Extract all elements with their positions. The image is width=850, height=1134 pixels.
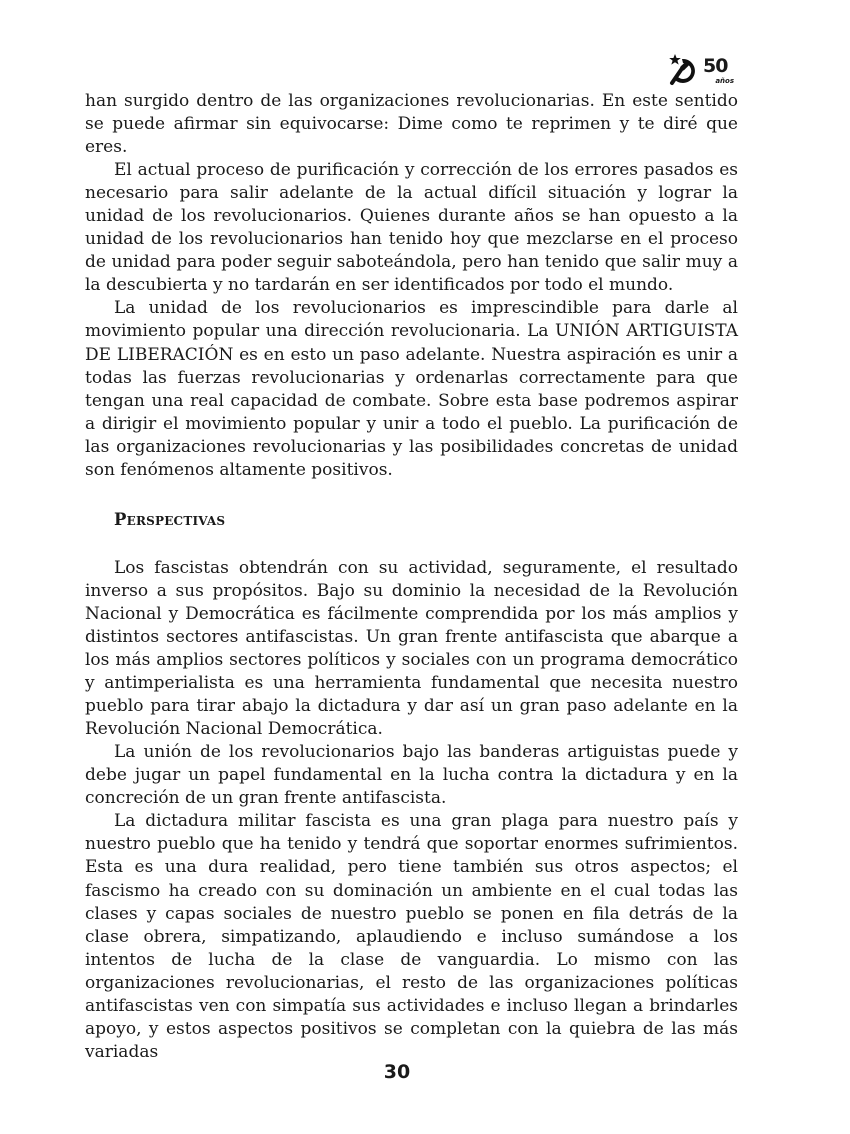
logo-number: 50 — [703, 55, 728, 77]
page-number: 30 — [383, 1061, 411, 1083]
body-text — [85, 90, 738, 1064]
logo-caption: años — [715, 77, 734, 85]
paragraph: han surgido dentro de las organizaciones revolucionarias. En este sentido se puede afirmar sin equivocarse: Dime como te reprimen y te diré que eres. — [85, 91, 738, 158]
hammer-and-sickle-icon — [668, 53, 702, 87]
paragraph: La unidad de los revolucionarios es imprescindible para darle al movimiento popular una dirección revolucionaria. La UNIÓN ARTIGUISTA DE LIBERACIÓN es en esto un paso adelante. Nuestra aspiración es unir a todas las fuerzas revolucionarias y ordenarlas correctamente para que tengan una real capacidad de combate. Sobre esta base podremos aspirar a dirigir el movimiento popular y unir a todo el pueblo. La purificación de las organizaciones revolucionarias y las posibilidades concretas de unidad son fenómenos altamente positivos. — [85, 298, 738, 480]
paragraph: La dictadura militar fascista es una gran plaga para nuestro país y nuestro pueblo que ha tenido y tendrá que soportar enormes sufrimientos. Esta es una dura realidad, pero tiene también sus otros aspectos; el fascismo ha creado con su dominación un ambiente en el cual todas las clases y capas sociales de nuestro pueblo se ponen en fila detrás de la clase obrera, simpatizando, aplaudiendo e incluso sumándose a los intentos de lucha de la clase de vanguardia. Lo mismo con las organizaciones revolucionarias, el resto de las organizaciones políticas antifascistas ven con simpatía sus actividades e incluso llegan a brindarles apoyo, y estos aspectos positivos se completan con la quiebra de las más variadas — [85, 811, 738, 1062]
anniversary-logo — [668, 53, 738, 89]
section-heading: Perspectivas — [114, 509, 226, 529]
paragraph: Los fascistas obtendrán con su actividad, seguramente, el resultado inverso a sus propósitos. Bajo su dominio la necesidad de la Revolución Nacional y Democrática es fácilmente comprendida por los más amplios y distintos sectores antifascistas. Un gran frente antifascista que abarque a los más amplios sectores políticos y sociales con un programa democrático y antimperialista es una herramienta fundamental que necesita nuestro pueblo para tirar abajo la dictadura y dar así un gran paso adelante en la Revolución Nacional Democrática. — [85, 557, 738, 740]
paragraph: El actual proceso de purificación y corrección de los errores pasados es necesario para salir adelante de la actual difícil situación y lograr la unidad de los revolucionarios. Quienes durante años se han opuesto a la unidad de los revolucionarios han tenido hoy que mezclarse en el proceso de unidad para poder seguir saboteándola, pero han tenido que salir muy a la descubierta y no tardarán en ser identificados por todo el mundo. — [85, 160, 738, 296]
paragraph: La unión de los revolucionarios bajo las banderas artiguistas puede y debe jugar un papel fundamental en la lucha contra la dictadura y en la concreción de un gran frente antifascista. — [85, 742, 738, 809]
